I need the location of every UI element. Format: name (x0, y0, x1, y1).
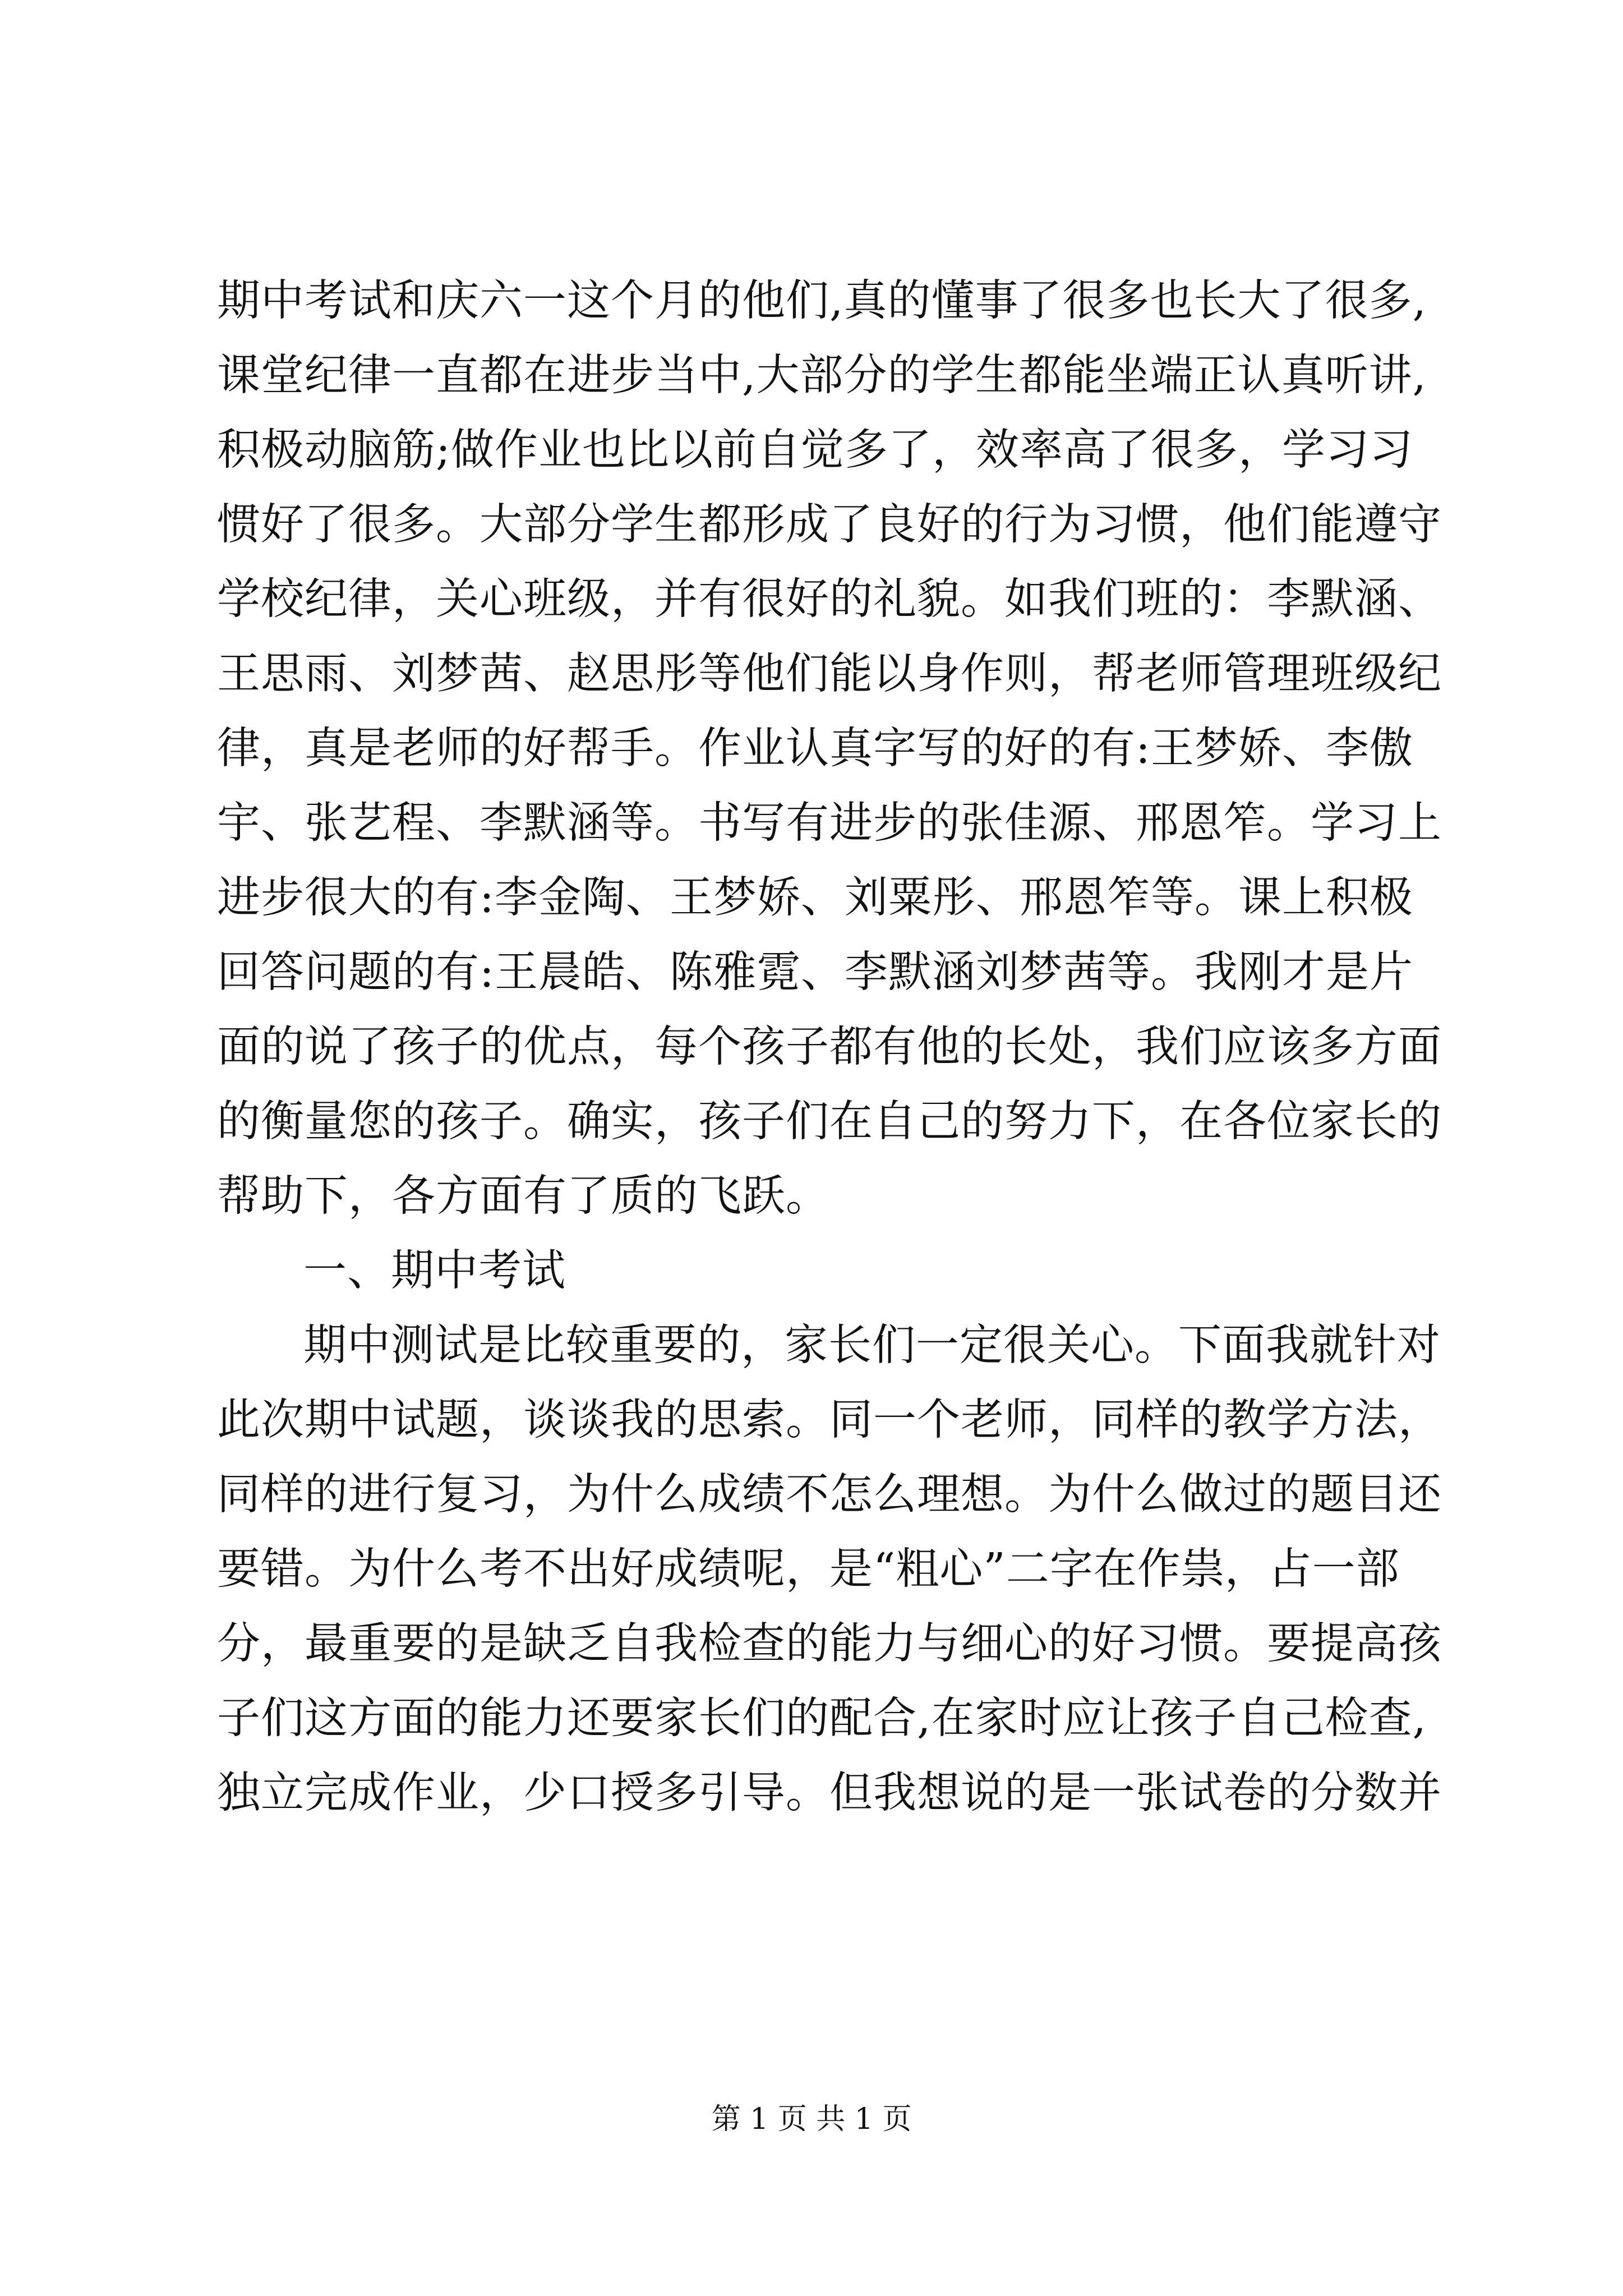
body-line: 期中考试和庆六一这个月的他们,真的懂事了很多也长大了很多, (217, 276, 1427, 326)
body-line: 的衡量您的孩子。确实，孩子们在自己的努力下，在各位家长的 (217, 1097, 1442, 1147)
body-line: 期中测试是比较重要的，家长们一定很关心。下面我就针对 (303, 1320, 1441, 1370)
body-line: 律，真是老师的好帮手。作业认真字写的好的有:王梦娇、李傲 (217, 724, 1413, 774)
body-line: 课堂纪律一直都在进步当中,大部分的学生都能坐端正认真听讲, (217, 351, 1427, 401)
body-line: 此次期中试题，谈谈我的思索。同一个老师，同样的教学方法， (217, 1395, 1442, 1445)
body-line: 子们这方面的能力还要家长们的配合,在家时应让孩子自己检查, (217, 1694, 1427, 1743)
section-heading: 一、期中考试 (303, 1246, 566, 1296)
body-line: 要错。为什么考不出好成绩呢，是“粗心”二字在作祟，占一部 (217, 1544, 1400, 1594)
body-line: 分，最重要的是缺乏自我检查的能力与细心的好习惯。要提高孩 (217, 1619, 1442, 1669)
body-line: 宇、张艺程、李默涵等。书写有进步的张佳源、邢恩笮。学习上 (217, 798, 1442, 848)
document-body (217, 264, 1473, 1830)
body-line: 同样的进行复习，为什么成绩不怎么理想。为什么做过的题目还 (217, 1470, 1442, 1520)
body-line: 回答问题的有:王晨皓、陈雅霓、李默涵刘梦茜等。我刚才是片 (217, 947, 1413, 997)
body-line: 面的说了孩子的优点，每个孩子都有他的长处，我们应该多方面 (217, 1022, 1442, 1072)
body-line: 进步很大的有:李金陶、王梦娇、刘粟彤、邢恩笮等。课上积极 (217, 873, 1413, 923)
body-line: 学校纪律，关心班级，并有很好的礼貌。如我们班的：李默涵、 (217, 574, 1442, 624)
page-footer: 第 1 页 共 1 页 (711, 2102, 912, 2136)
body-line: 王思雨、刘梦茜、赵思彤等他们能以身作则，帮老师管理班级纪 (217, 649, 1442, 699)
body-line: 独立完成作业，少口授多引导。但我想说的是一张试卷的分数并 (217, 1768, 1442, 1818)
body-line: 积极动脑筋;做作业也比以前自觉多了，效率高了很多，学习习 (217, 425, 1413, 475)
body-line: 帮助下，各方面有了质的飞跃。 (217, 1171, 829, 1221)
body-line: 惯好了很多。大部分学生都形成了良好的行为习惯，他们能遵守 (217, 500, 1442, 550)
